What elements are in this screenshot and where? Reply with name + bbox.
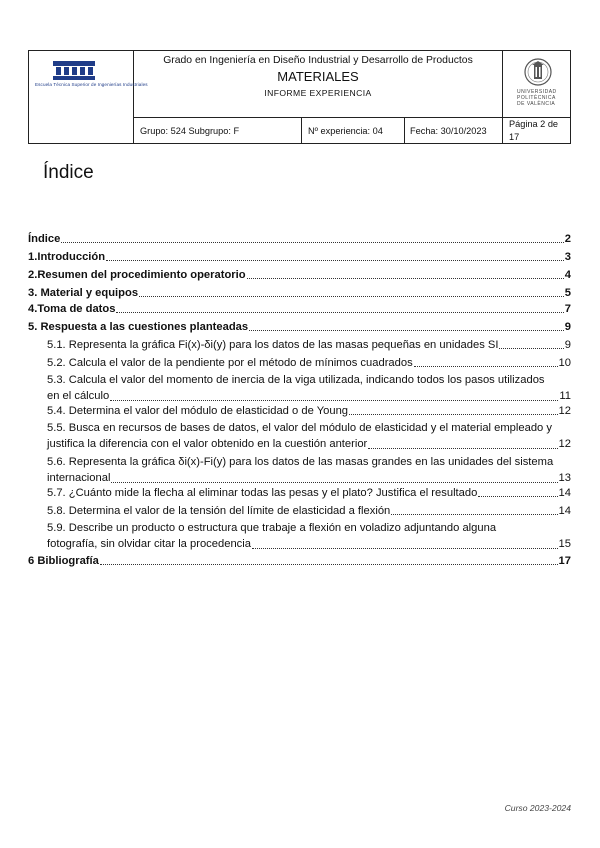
header-title-area [134,51,502,117]
toc-subentry[interactable]: 5.6. Representa la gráfica δi(x)-Fi(y) para los datos de las masas grandes en las unidades del sistema internacional 13 [47,456,571,484]
toc-subentry[interactable]: 5.4. Determina el valor del módulo de elasticidad o de Young 12 [47,405,571,417]
report-type: INFORME EXPERIENCIA [264,88,372,98]
university-logo [503,53,571,117]
report-date: Fecha: 30/10/2023 [410,126,487,136]
experiment-number: Nº experiencia: 04 [308,126,383,136]
school-logo [35,61,148,101]
header-divider [133,117,570,118]
toc-subentry[interactable]: 5.7. ¿Cuánto mide la flecha al eliminar todas las pesas y el plato? Justifica el resultado 14 [47,487,571,499]
header-divider [404,117,405,144]
toc-entry[interactable]: Índice 2 [28,233,571,245]
page-number: Página 2 de 17 [509,119,559,142]
toc-subentry[interactable]: 5.9. Describe un producto o estructura que trabaje a flexión en voladizo adjuntando alguna fotografía, sin olvidar citar la procedencia 15 [47,522,571,550]
university-seal-icon [523,57,553,87]
toc-entry[interactable]: 3. Material y equipos 5 [28,287,571,299]
toc-subentry[interactable]: 5.2. Calcula el valor de la pendiente por el método de mínimos cuadrados 10 [47,357,571,369]
toc-subentry[interactable]: 5.1. Representa la gráfica Fi(x)-δi(y) para los datos de las masas pequeñas en unidades SI 9 [47,339,571,351]
toc-entry[interactable]: 4.Toma de datos 7 [28,303,571,315]
building-icon [53,61,95,81]
toc-entry[interactable]: 6 Bibliografía 17 [28,555,571,567]
header-divider [301,117,302,144]
toc-entry[interactable]: 1.Introducción 3 [28,251,571,263]
university-logo-text: UNIVERSIDAD POLITÈCNICA DE VALÈNCIA [517,89,557,107]
document-header [28,50,571,144]
school-logo-text: Escuela Técnica Superior de Ingenierías Industriales [35,82,148,87]
course-year: Curso 2023-2024 [504,803,571,813]
subject-title: MATERIALES [277,69,359,84]
group-info: Grupo: 524 Subgrupo: F [140,126,240,136]
toc-subentry[interactable]: 5.5. Busca en recursos de bases de datos, el valor del módulo de elasticidad y el material empleado y justifica la diferencia con el valor obtenido en la cuestión anterior 12 [47,422,571,450]
toc-subentry[interactable]: 5.8. Determina el valor de la tensión del límite de elasticidad a flexión 14 [47,505,571,517]
degree-name: Grado en Ingeniería en Diseño Industrial y Desarrollo de Productos [163,55,473,66]
toc-entry[interactable]: 2.Resumen del procedimiento operatorio 4 [28,269,571,281]
index-heading: Índice [43,162,94,183]
toc-subentry[interactable]: 5.3. Calcula el valor del momento de inercia de la viga utilizada, indicando todos los pasos utilizados en el cálculo 11 [47,374,571,402]
toc-entry[interactable]: 5. Respuesta a las cuestiones planteadas 9 [28,321,571,333]
